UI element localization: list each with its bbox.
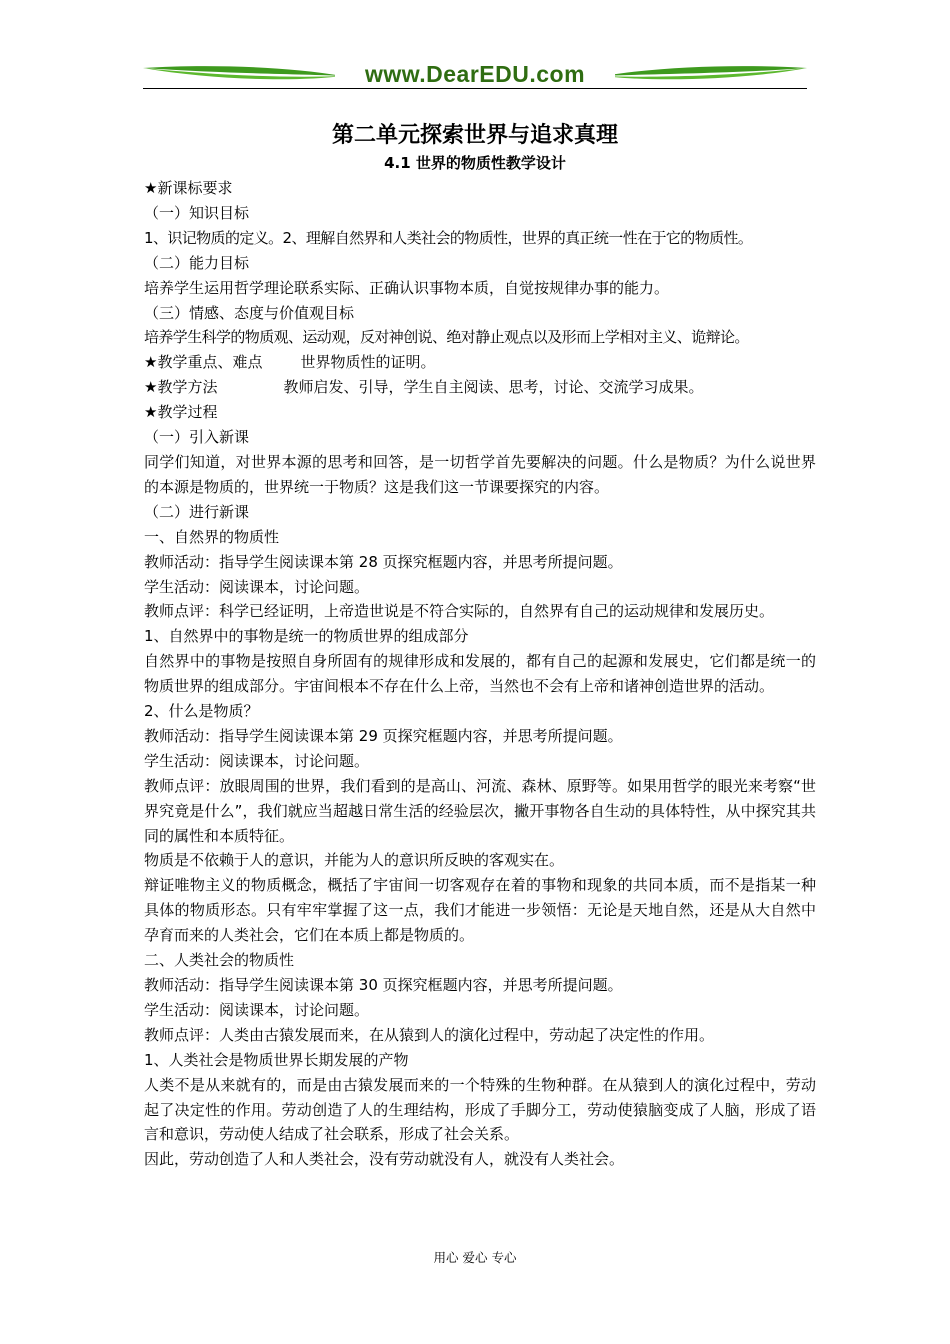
key-points-text: 世界物质性的证明。 [300, 353, 436, 372]
society-student-activity: 学生活动：阅读课本，讨论问题。 [144, 1000, 370, 1019]
society-heading: 二、人类社会的物质性 [144, 951, 295, 970]
society-point1-heading: 1、人类社会是物质世界长期发展的产物 [144, 1050, 409, 1069]
nature-point1-text: 自然界中的事物是按照自身所固有的规律形成和发展的，都有自己的起源和发展史，它们都是统一的物质世界的组成部分。宇宙间根本不存在什么上帝，当然也不会有上帝和诸神创造世界的活动。 [144, 652, 816, 696]
emotion-text: 培养学生科学的物质观、运动观，反对神创说、绝对静止观点以及形而上学相对主义、诡辩论。 [144, 328, 749, 347]
nature-heading: 一、自然界的物质性 [144, 527, 280, 546]
standards-heading: ★新课标要求 [144, 179, 233, 197]
ability-text: 培养学生运用哲学理论联系实际、正确认识事物本质，自觉按规律办事的能力。 [144, 278, 670, 297]
society-teacher-activity: 教师活动：指导学生阅读课本第 30 页探究框题内容，并思考所提问题。 [144, 976, 623, 994]
method-line [144, 375, 816, 400]
nature-teacher-activity: 教师活动：指导学生阅读课本第 28 页探究框题内容，并思考所提问题。 [144, 552, 623, 571]
site-logo-text: www.DearEDU.com [335, 61, 615, 87]
header-divider [143, 88, 807, 89]
key-points-label: ★教学重点、难点 [144, 353, 263, 372]
matter-teacher-activity: 教师活动：指导学生阅读课本第 29 页探究框题内容，并思考所提问题。 [144, 726, 623, 745]
matter-concept: 辩证唯物主义的物质概念，概括了宇宙间一切客观存在着的事物和现象的共同本质，而不是指某一种具体的物质形态。只有牢牢掌握了这一点，我们才能进一步领悟：无论是天地自然，还是从大自然中孕育而来的人类社会，它们在本质上都是物质的。 [144, 876, 816, 945]
page-title: 第二单元探索世界与追求真理 [331, 123, 618, 148]
page-subtitle: 4.1 世界的物质性教学设计 [384, 154, 566, 172]
nature-point1-heading: 1、自然界中的事物是统一的物质世界的组成部分 [144, 627, 469, 646]
key-points-line [144, 350, 816, 375]
matter-definition: 物质是不依赖于人的意识，并能为人的意识所反映的客观实在。 [144, 851, 565, 870]
knowledge-text: 1、识记物质的定义。2、理解自然界和人类社会的物质性，世界的真正统一性在于它的物质性。 [144, 228, 753, 247]
society-teacher-comment: 教师点评：人类由古猿发展而来，在从猿到人的演化过程中，劳动起了决定性的作用。 [144, 1025, 715, 1044]
ability-heading: （二）能力目标 [144, 253, 250, 272]
society-conclusion: 因此，劳动创造了人和人类社会，没有劳动就没有人，就没有人类社会。 [144, 1150, 625, 1169]
page-footer: 用心 爱心 专心 [433, 1250, 517, 1265]
nature-teacher-comment: 教师点评：科学已经证明，上帝造世说是不符合实际的，自然界有自己的运动规律和发展历史。 [144, 602, 775, 621]
intro-text: 同学们知道，对世界本源的思考和回答，是一切哲学首先要解决的问题。什么是物质？为什么说世界的本源是物质的，世界统一于物质？这是我们这一节课要探究的内容。 [144, 452, 816, 496]
nature-point2-heading: 2、什么是物质？ [144, 702, 259, 721]
society-point1-text: 人类不是从来就有的，而是由古猿发展而来的一个特殊的生物种群。在从猿到人的演化过程中，劳动起了决定性的作用。劳动创造了人的生理结构，形成了手脚分工，劳动使猿脑变成了人脑，形成了语言和意识，劳动使人结成了社会联系，形成了社会关系。 [144, 1075, 816, 1144]
process-heading: ★教学过程 [144, 403, 218, 422]
method-text: 教师启发、引导，学生自主阅读、思考，讨论、交流学习成果。 [283, 378, 704, 397]
nature-student-activity: 学生活动：阅读课本，讨论问题。 [144, 577, 370, 596]
emotion-heading: （三）情感、态度与价值观目标 [144, 303, 355, 322]
matter-teacher-comment: 教师点评：放眼周围的世界，我们看到的是高山、河流、森林、原野等。如果用哲学的眼光来考察“世界究竟是什么”，我们就应当超越日常生活的经验层次，撇开事物各自生动的具体特性，从中探究其共同的属性和本质特征。 [144, 776, 816, 845]
new-lesson-heading: （二）进行新课 [144, 502, 250, 521]
matter-student-activity: 学生活动：阅读课本，讨论问题。 [144, 751, 370, 770]
intro-heading: （一）引入新课 [144, 428, 250, 447]
knowledge-heading: （一）知识目标 [144, 203, 250, 222]
method-label: ★教学方法 [144, 378, 218, 397]
document-body [144, 176, 816, 1172]
